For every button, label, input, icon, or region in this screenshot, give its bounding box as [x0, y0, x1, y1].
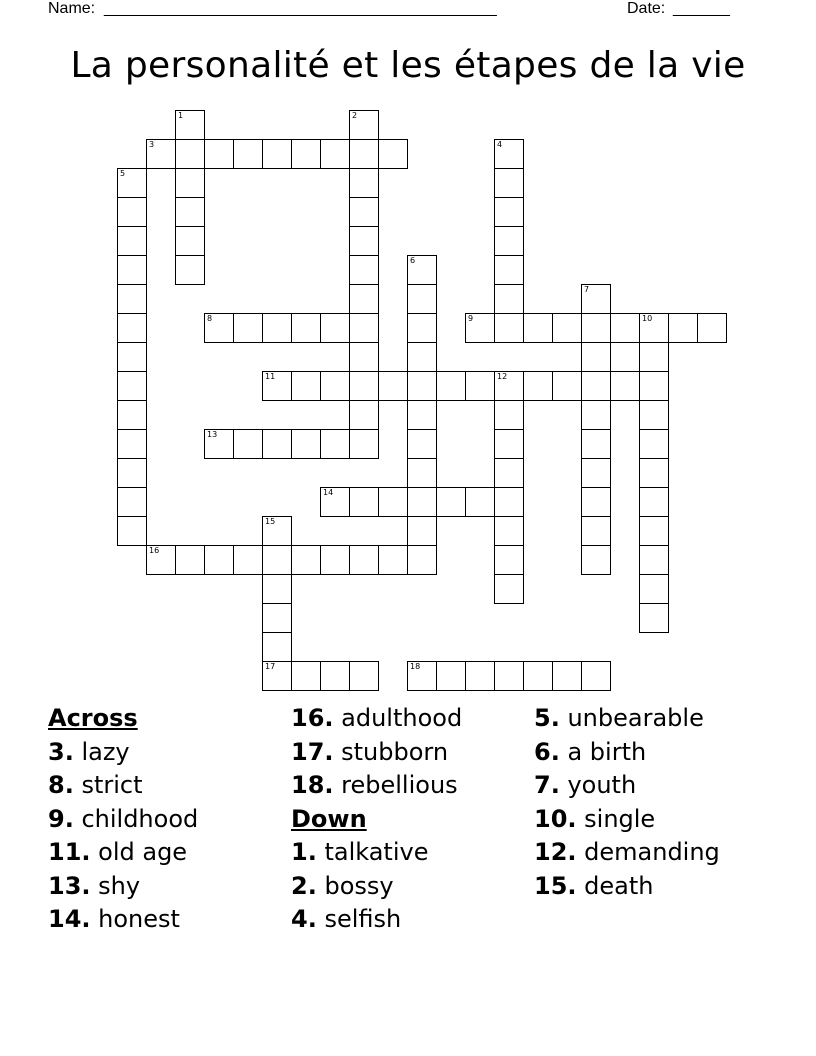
crossword-cell[interactable] — [407, 400, 437, 430]
crossword-cell[interactable] — [639, 342, 669, 372]
clue-number: 13 — [207, 430, 218, 439]
clue-item-number: 7. — [534, 771, 560, 799]
clue-item-number: 14. — [48, 905, 91, 933]
crossword-cell[interactable] — [407, 516, 437, 546]
crossword-cell[interactable] — [494, 400, 524, 430]
crossword-cell[interactable] — [175, 197, 205, 227]
page-title: La personalité et les étapes de la vie — [70, 45, 746, 86]
crossword-cell[interactable] — [552, 371, 582, 401]
crossword-cell[interactable] — [639, 487, 669, 517]
crossword-cell[interactable] — [349, 255, 379, 285]
crossword-cell[interactable] — [581, 545, 611, 575]
clue-item-number: 16. — [291, 704, 334, 732]
crossword-cell[interactable] — [407, 371, 437, 401]
crossword-cell[interactable] — [407, 458, 437, 488]
crossword-cell[interactable] — [407, 545, 437, 575]
crossword-cell[interactable] — [494, 168, 524, 198]
clue-item — [534, 803, 774, 837]
crossword-cell[interactable] — [349, 545, 379, 575]
crossword-cell[interactable] — [262, 545, 292, 575]
clue-item-number: 15. — [534, 871, 577, 900]
crossword-cell[interactable] — [262, 139, 292, 169]
clue-number: 11 — [265, 372, 276, 381]
clue-item — [291, 836, 531, 870]
crossword-cell[interactable] — [552, 661, 582, 691]
crossword-cell[interactable] — [175, 139, 205, 169]
crossword-cell[interactable] — [117, 197, 147, 227]
crossword-cell[interactable] — [523, 661, 553, 691]
crossword-cell[interactable] — [233, 545, 263, 575]
name-field[interactable]: _________________________________________________ — [104, 0, 496, 17]
crossword-cell[interactable] — [639, 603, 669, 633]
crossword-cell[interactable] — [407, 429, 437, 459]
clue-item-number: 9. — [48, 804, 74, 833]
clue-item-text: unbearable — [559, 704, 704, 732]
crossword-cell[interactable] — [349, 371, 379, 401]
clue-item-text: youth — [559, 771, 637, 799]
crossword-cell[interactable] — [204, 313, 234, 343]
clue-item-text: old age — [90, 838, 188, 866]
crossword-cell[interactable] — [117, 313, 147, 343]
clue-item-text: childhood — [73, 804, 199, 833]
clue-number: 7 — [584, 285, 590, 294]
crossword-cell[interactable] — [262, 661, 292, 691]
clue-item-number: 12. — [534, 838, 577, 866]
crossword-cell[interactable] — [494, 661, 524, 691]
clue-number: 3 — [149, 140, 155, 149]
crossword-cell[interactable] — [117, 458, 147, 488]
crossword-cell[interactable] — [465, 371, 495, 401]
crossword-cell[interactable] — [117, 284, 147, 314]
clue-item — [48, 870, 288, 904]
crossword-cell[interactable] — [494, 545, 524, 575]
crossword-cell[interactable] — [349, 226, 379, 256]
crossword-cell[interactable] — [349, 110, 379, 140]
crossword-cell[interactable] — [494, 487, 524, 517]
crossword-cell[interactable] — [320, 371, 350, 401]
crossword-cell[interactable] — [407, 342, 437, 372]
clue-item — [291, 903, 531, 937]
crossword-cell[interactable] — [465, 661, 495, 691]
crossword-cell[interactable] — [436, 371, 466, 401]
clue-item-text: stubborn — [333, 737, 449, 766]
clue-item-text: selfish — [316, 905, 402, 933]
crossword-cell[interactable] — [639, 574, 669, 604]
crossword-cell[interactable] — [117, 226, 147, 256]
crossword-cell[interactable] — [204, 429, 234, 459]
clue-item — [534, 836, 774, 870]
crossword-cell[interactable] — [349, 139, 379, 169]
crossword-cell[interactable] — [349, 313, 379, 343]
crossword-cell[interactable] — [291, 545, 321, 575]
clue-number: 10 — [642, 314, 653, 323]
crossword-cell[interactable] — [581, 516, 611, 546]
crossword-cell[interactable] — [465, 313, 495, 343]
crossword-cell[interactable] — [320, 661, 350, 691]
clue-item-text: adulthood — [333, 704, 463, 732]
clue-item-number: 5. — [534, 704, 560, 732]
clue-number: 16 — [149, 546, 160, 555]
clue-item-number: 10. — [534, 804, 577, 833]
clue-number: 18 — [410, 662, 421, 671]
crossword-cell[interactable] — [581, 661, 611, 691]
crossword-cell[interactable] — [494, 516, 524, 546]
crossword-cell[interactable] — [349, 284, 379, 314]
crossword-cell[interactable] — [407, 487, 437, 517]
crossword-cell[interactable] — [407, 661, 437, 691]
crossword-cell[interactable] — [204, 545, 234, 575]
crossword-cell[interactable] — [320, 139, 350, 169]
clue-number: 2 — [352, 111, 358, 120]
crossword-cell[interactable] — [117, 487, 147, 517]
crossword-cell[interactable] — [320, 487, 350, 517]
clue-item-text: single — [576, 804, 656, 833]
crossword-cell[interactable] — [407, 255, 437, 285]
clue-item-text: death — [576, 871, 654, 900]
crossword-cell[interactable] — [291, 313, 321, 343]
date-label: Date: — [627, 0, 666, 17]
clue-item — [291, 702, 531, 736]
clue-number: 9 — [468, 314, 474, 323]
crossword-cell[interactable] — [581, 342, 611, 372]
clue-item-text: demanding — [576, 838, 720, 866]
clue-number: 5 — [120, 169, 126, 178]
crossword-cell[interactable] — [117, 400, 147, 430]
crossword-cell[interactable] — [175, 255, 205, 285]
crossword-cell[interactable] — [320, 429, 350, 459]
down-heading: Down — [291, 804, 367, 833]
crossword-cell[interactable] — [581, 284, 611, 314]
crossword-cell[interactable] — [494, 458, 524, 488]
clue-item — [534, 736, 774, 770]
clue-item — [534, 702, 774, 736]
clue-item-text: bossy — [316, 871, 394, 900]
crossword-cell[interactable] — [436, 661, 466, 691]
crossword-cell[interactable] — [291, 661, 321, 691]
crossword-cell[interactable] — [378, 371, 408, 401]
crossword-cell[interactable] — [436, 487, 466, 517]
crossword-cell[interactable] — [494, 574, 524, 604]
crossword-cell[interactable] — [349, 342, 379, 372]
crossword-cell[interactable] — [610, 371, 640, 401]
clues-column-3 — [534, 702, 774, 903]
clue-item-number: 4. — [291, 905, 317, 933]
clue-item — [291, 736, 531, 770]
crossword-cell[interactable] — [291, 429, 321, 459]
crossword-cell[interactable] — [494, 255, 524, 285]
crossword-cell[interactable] — [262, 371, 292, 401]
clue-item-text: a birth — [559, 737, 647, 766]
crossword-cell[interactable] — [262, 574, 292, 604]
crossword-cell[interactable] — [494, 284, 524, 314]
clue-item-number: 2. — [291, 871, 317, 900]
clue-number: 12 — [497, 372, 508, 381]
crossword-cell[interactable] — [349, 197, 379, 227]
crossword-cell[interactable] — [291, 139, 321, 169]
crossword-cell[interactable] — [552, 313, 582, 343]
clue-item — [291, 870, 531, 904]
clue-item-number: 3. — [48, 737, 74, 766]
crossword-cell[interactable] — [262, 429, 292, 459]
clue-item-number: 13. — [48, 871, 91, 900]
crossword-cell[interactable] — [117, 429, 147, 459]
crossword-cell[interactable] — [175, 226, 205, 256]
crossword-cell[interactable] — [117, 168, 147, 198]
crossword-cell[interactable] — [175, 110, 205, 140]
crossword-cell[interactable] — [117, 371, 147, 401]
clue-number: 8 — [207, 314, 213, 323]
clues-column-2 — [291, 702, 531, 937]
clue-item-number: 8. — [48, 771, 74, 799]
crossword-cell[interactable] — [697, 313, 727, 343]
crossword-cell[interactable] — [639, 371, 669, 401]
crossword-cell[interactable] — [233, 139, 263, 169]
crossword-cell[interactable] — [523, 371, 553, 401]
crossword-cell[interactable] — [204, 139, 234, 169]
crossword-cell[interactable] — [668, 313, 698, 343]
crossword-cell[interactable] — [494, 139, 524, 169]
crossword-cell[interactable] — [146, 545, 176, 575]
crossword-cell[interactable] — [581, 458, 611, 488]
crossword-cell[interactable] — [407, 313, 437, 343]
clue-item — [48, 769, 288, 803]
crossword-cell[interactable] — [639, 545, 669, 575]
clue-item-text: talkative — [316, 838, 429, 866]
clue-item-number: 11. — [48, 838, 91, 866]
crossword-cell[interactable] — [291, 371, 321, 401]
crossword-cell[interactable] — [262, 516, 292, 546]
clue-item-number: 1. — [291, 838, 317, 866]
crossword-cell[interactable] — [581, 400, 611, 430]
crossword-cell[interactable] — [349, 487, 379, 517]
date-field[interactable]: _______ — [673, 0, 729, 17]
crossword-cell[interactable] — [146, 139, 176, 169]
clue-number: 17 — [265, 662, 276, 671]
crossword-cell[interactable] — [349, 168, 379, 198]
clue-number: 15 — [265, 517, 276, 526]
crossword-cell[interactable] — [523, 313, 553, 343]
clue-item-text: lazy — [73, 737, 130, 766]
crossword-cell[interactable] — [494, 226, 524, 256]
clues-column-1 — [48, 702, 288, 937]
crossword-cell[interactable] — [581, 487, 611, 517]
crossword-cell[interactable] — [320, 545, 350, 575]
crossword-cell[interactable] — [349, 429, 379, 459]
clue-item — [48, 803, 288, 837]
crossword-cell[interactable] — [117, 516, 147, 546]
crossword-cell[interactable] — [581, 313, 611, 343]
clue-item-number: 6. — [534, 737, 560, 766]
crossword-cell[interactable] — [117, 255, 147, 285]
crossword-cell[interactable] — [639, 313, 669, 343]
crossword-cell[interactable] — [233, 313, 263, 343]
crossword-cell[interactable] — [378, 139, 408, 169]
crossword-cell[interactable] — [581, 429, 611, 459]
crossword-cell[interactable] — [349, 661, 379, 691]
crossword-cell[interactable] — [581, 371, 611, 401]
crossword-cell[interactable] — [407, 284, 437, 314]
clue-item — [48, 836, 288, 870]
crossword-cell[interactable] — [378, 545, 408, 575]
clue-number: 4 — [497, 140, 503, 149]
crossword-cell[interactable] — [262, 632, 292, 662]
clue-item-text: shy — [90, 871, 141, 900]
clue-item — [48, 736, 288, 770]
crossword-cell[interactable] — [494, 197, 524, 227]
clue-item-text: rebellious — [333, 771, 458, 799]
clue-item — [534, 870, 774, 904]
crossword-cell[interactable] — [639, 458, 669, 488]
crossword-cell[interactable] — [117, 342, 147, 372]
crossword-cell[interactable] — [378, 487, 408, 517]
crossword-cell[interactable] — [349, 400, 379, 430]
crossword-cell[interactable] — [233, 429, 263, 459]
crossword-cell[interactable] — [639, 429, 669, 459]
crossword-cell[interactable] — [494, 313, 524, 343]
clue-item — [48, 903, 288, 937]
clue-item-number: 18. — [291, 771, 334, 799]
crossword-cell[interactable] — [639, 400, 669, 430]
crossword-cell[interactable] — [465, 487, 495, 517]
crossword-cell[interactable] — [494, 371, 524, 401]
clue-number: 1 — [178, 111, 184, 120]
crossword-cell[interactable] — [610, 313, 640, 343]
crossword-cell[interactable] — [262, 603, 292, 633]
name-label: Name: — [48, 0, 96, 17]
crossword-cell[interactable] — [262, 313, 292, 343]
crossword-cell[interactable] — [175, 545, 205, 575]
clue-item-number: 17. — [291, 737, 334, 766]
crossword-cell[interactable] — [494, 429, 524, 459]
crossword-cell[interactable] — [639, 516, 669, 546]
clue-item — [291, 769, 531, 803]
clue-item — [534, 769, 774, 803]
crossword-cell[interactable] — [175, 168, 205, 198]
clue-number: 14 — [323, 488, 334, 497]
crossword-cell[interactable] — [320, 313, 350, 343]
across-heading: Across — [48, 704, 138, 732]
clue-item-text: honest — [90, 905, 180, 933]
clue-item-text: strict — [73, 771, 143, 799]
clue-number: 6 — [410, 256, 416, 265]
